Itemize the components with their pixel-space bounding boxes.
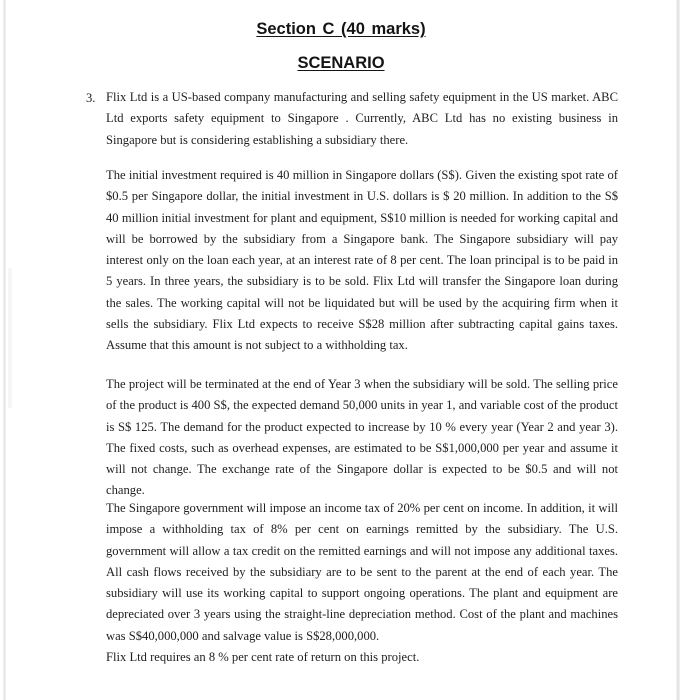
paragraph-project-terms: The project will be terminated at the end of Year 3 when the subsidiary will be sold. The selling price of the product is 400 S$, the expected demand 50,000 units in year 1, and variable cost of the product is S$ 125. The demand for the product expected to increase by 10 % every year (Year 2 and year 3). The fixed costs, such as overhead expenses, are estimated to be S$1,000,000 per year and assume it will not change. The exchange rate of the Singapore dollar is expected to be $0.5 and will not change. xyxy=(106,377,618,498)
paragraph-initial-investment: The initial investment required is 40 million in Singapore dollars (S$). Given the existing spot rate of $0.5 per Singapore dollar, the initial investment in U.S. dollars is $ 20 million. In addition to the S$ 40 million initial investment for plant and equipment, S$10 million is needed for working capital and will be borrowed by the subsidiary from a Singapore bank. The Singapore subsidiary will pay interest only on the loan each year, at an interest rate of 8 per cent. The loan principal is to be paid in 5 years. In three years, the subsidiary is to be sold. Flix Ltd will transfer the Singapore loan during the sales. The working capital will not be liquidated but will be used by the acquiring firm when it sells the subsidiary. Flix Ltd expects to receive S$28 million after subtracting capital gains taxes. Assume that this amount is not subject to a withholding tax. xyxy=(106,168,618,353)
question-number: 3. xyxy=(86,91,96,105)
paragraph-company-background: Flix Ltd is a US-based company manufacturing and selling safety equipment in the US market. ABC Ltd exports safety equipment to Singapore . Currently, ABC Ltd has no existing business in Singapore but is considering establishing a subsidiary there. xyxy=(106,90,618,147)
paragraph-taxation: The Singapore government will impose an income tax of 20% per cent on income. In addition, it will impose a withholding tax of 8% per cent on earnings remitted by the subsidiary. The U.S. government will allow a tax credit on the remitted earnings and will not impose any additional taxes. All cash flows received by the subsidiary are to be sent to the parent at the end of each year. The subsidiary will use its working capital to support ongoing operations. The plant and equipment are depreciated over 3 years using the straight-line depreciation method. Cost of the plant and machines was S$40,000,000 and salvage value is S$28,000,000. xyxy=(106,501,618,643)
scenario-heading: SCENARIO xyxy=(297,54,385,72)
section-heading: Section C (40 marks) xyxy=(256,20,426,38)
paragraph-required-return: Flix Ltd requires an 8 % per cent rate of return on this project. xyxy=(106,650,420,664)
